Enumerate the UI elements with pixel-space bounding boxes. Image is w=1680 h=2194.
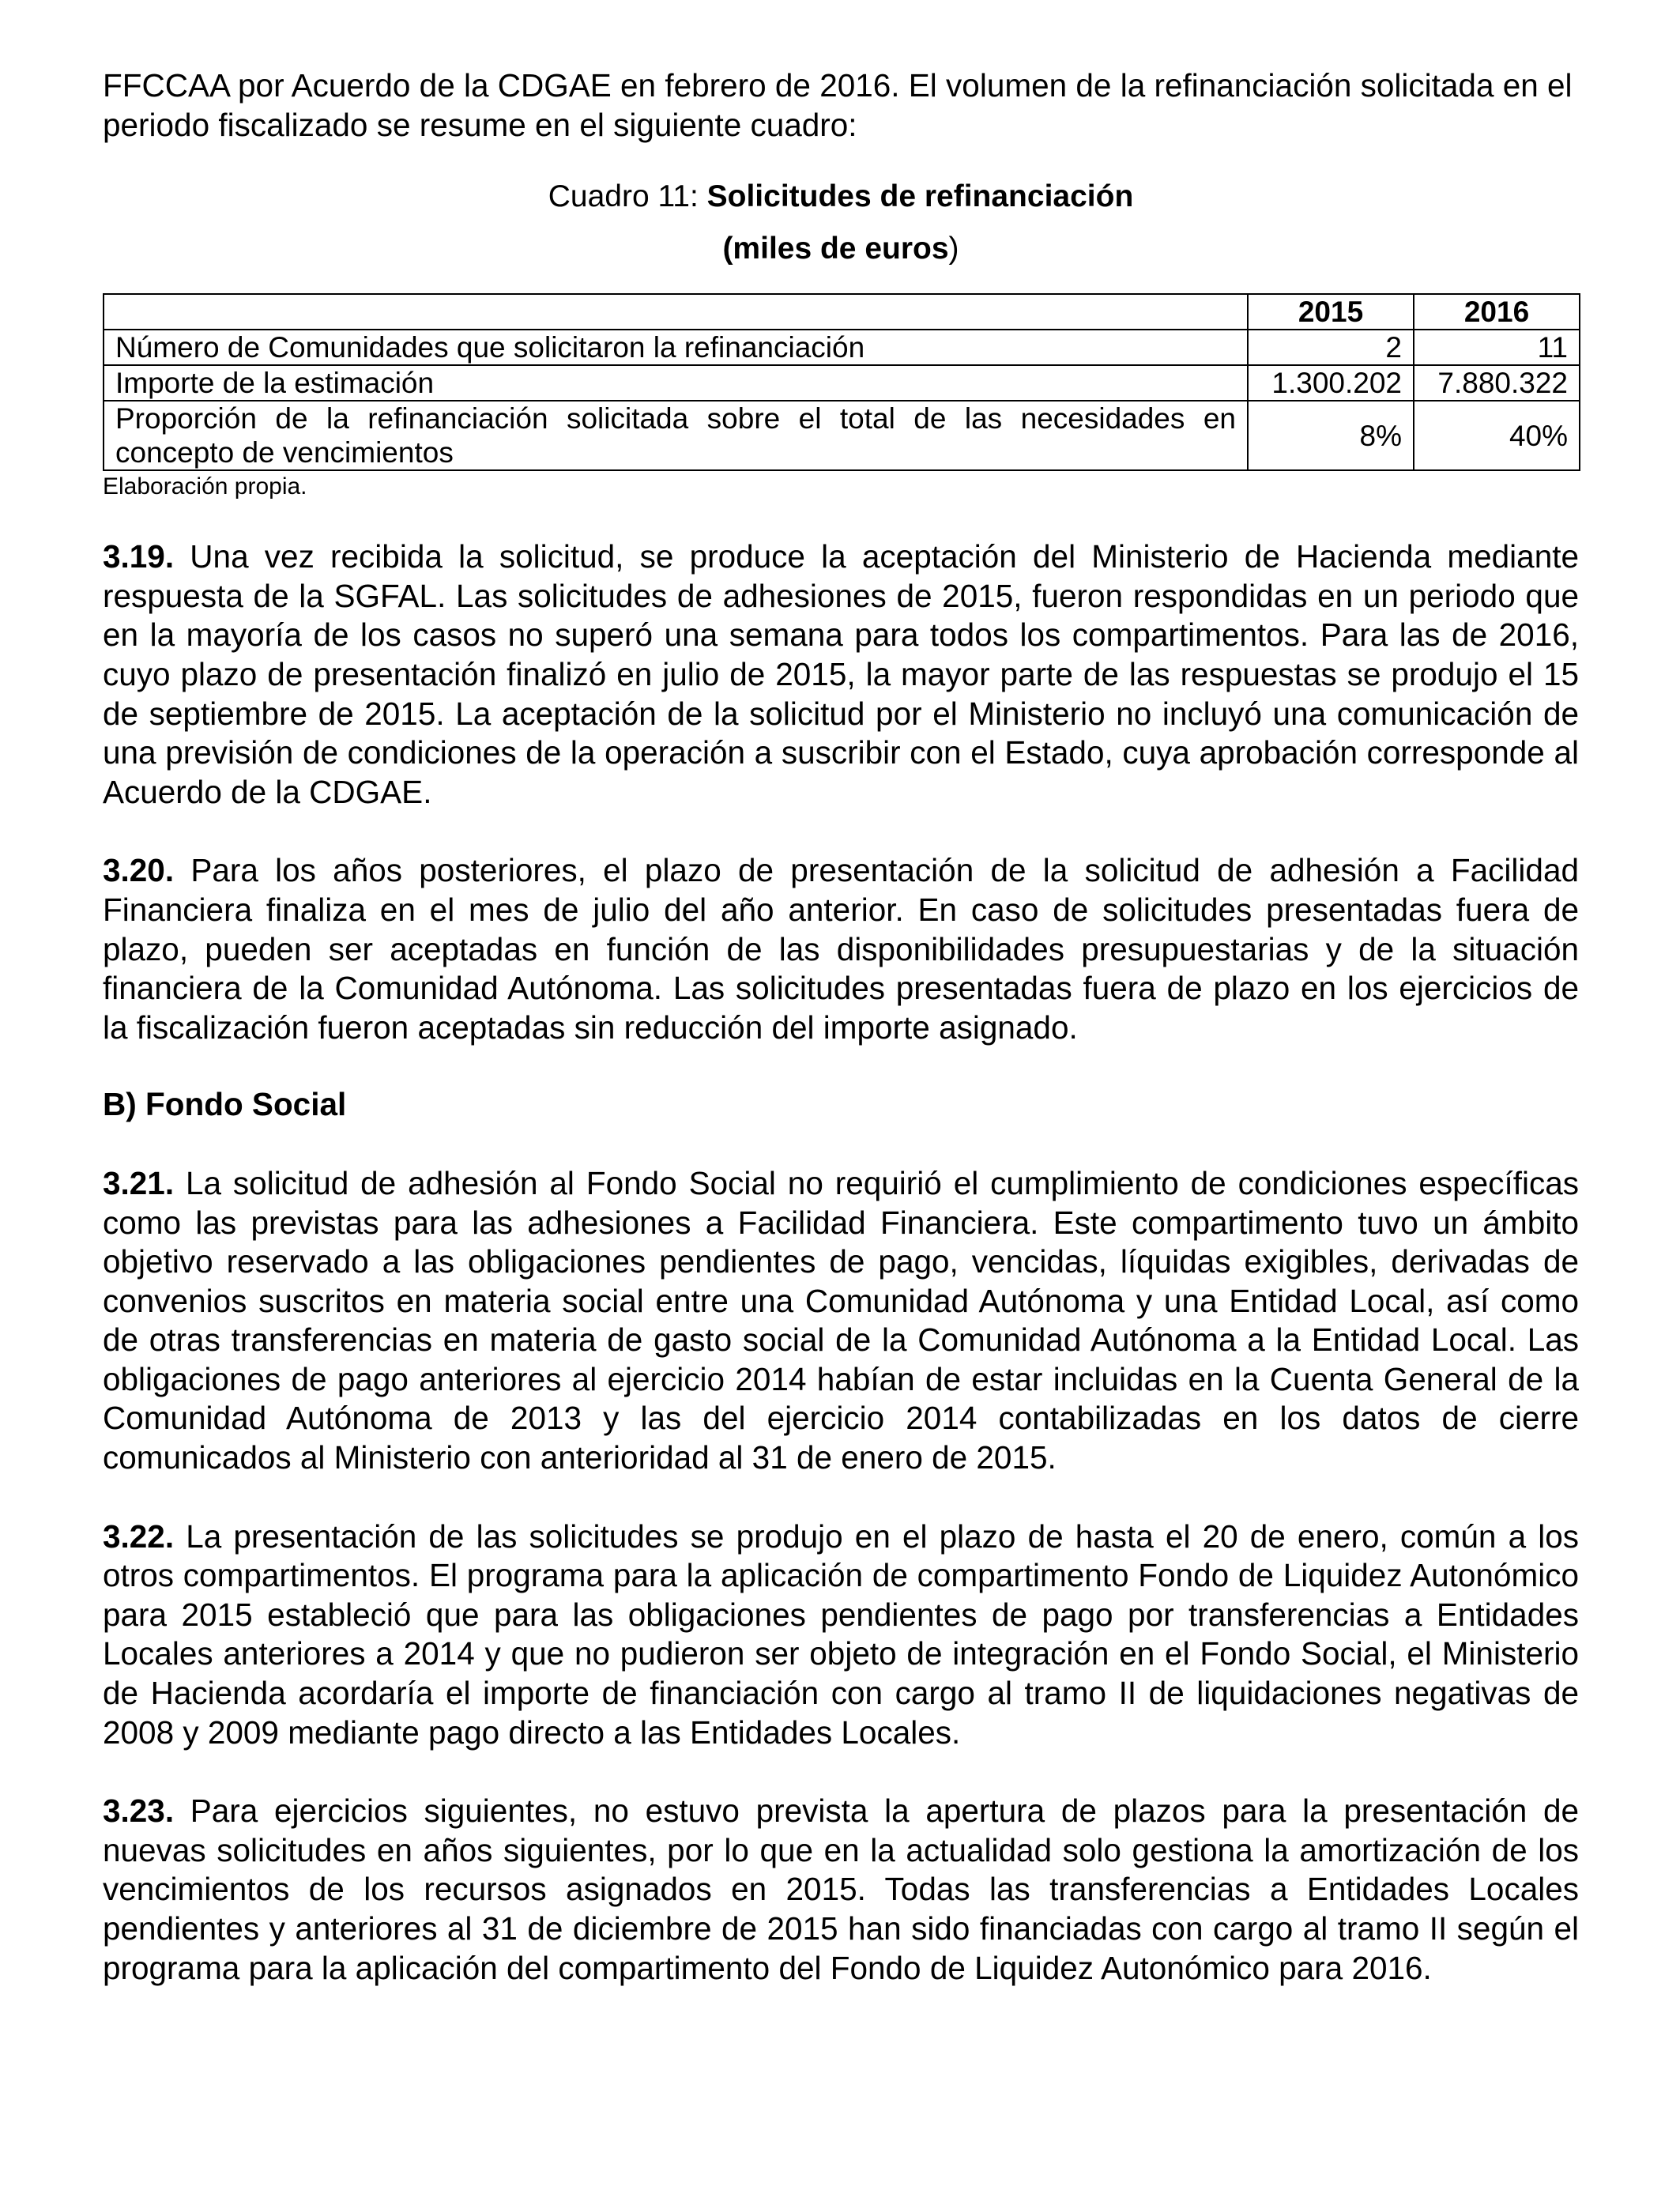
table-header-2016: 2016 [1414,294,1580,330]
table-caption [103,178,1579,216]
intro-paragraph: FFCCAA por Acuerdo de la CDGAE en febrero de 2016. El volumen de la refinanciación solicitada en el periodo fiscalizado se resume en el siguiente cuadro: [103,67,1573,143]
section-heading: B) Fondo Social [103,1086,347,1123]
paragraph-number: 3.23. [103,1793,175,1830]
table-caption-prefix: Cuadro 11: [548,179,707,214]
paragraph-number: 3.22. [103,1517,175,1555]
table-units-close: ) [948,232,959,266]
row-label: Proporción de la refinanciación solicitada sobre el total de las necesidades en concepto de vencimientos [104,401,1248,470]
document-page [103,66,1579,1988]
table-source: Elaboración propia. [103,473,307,500]
paragraph-text: Una vez recibida la solicitud, se produce la aceptación del Ministerio de Hacienda mediante respuesta de la SGFAL. Las solicitudes de adhesiones de 2015, fueron respondidas en un periodo que en la mayoría de los casos no superó una semana para todos los compartimentos. Para las de 2016, cuyo plazo de presentación finalizó en julio de 2015, la mayor parte de las respuestas se produjo el 15 de septiembre de 2015. La aceptación de la solicitud por el Ministerio no incluyó una comunicación de una previsión de condiciones de la operación a suscribir con el Estado, cuya aprobación corresponde al Acuerdo de la CDGAE. [103,538,1579,810]
paragraph-text: Para los años posteriores, el plazo de presentación de la solicitud de adhesión a Facilidad Financiera finaliza en el mes de julio del año anterior. En caso de solicitudes presentadas fuera de plazo, pueden ser aceptadas en función de las disponibilidades presupuestarias y de la situación financiera de la Comunidad Autónoma. Las solicitudes presentadas fuera de plazo en los ejercicios de la fiscalización fueron aceptadas sin reducción del importe asignado. [103,852,1579,1046]
table-row [104,330,1580,365]
row-value-2016: 40% [1414,401,1580,470]
paragraph-3-20 [103,851,1579,1047]
table-row [104,365,1580,401]
row-label: Importe de la estimación [104,365,1248,401]
row-label: Número de Comunidades que solicitaron la refinanciación [104,330,1248,365]
table-row [104,401,1580,470]
table-header-2015: 2015 [1248,294,1414,330]
row-value-2015: 2 [1248,330,1414,365]
paragraph-3-22 [103,1517,1579,1753]
paragraph-number: 3.19. [103,538,175,575]
paragraph-text: La presentación de las solicitudes se produjo en el plazo de hasta el 20 de enero, común a los otros compartimentos. El programa para la aplicación de compartimento Fondo de Liquidez Autonómico para 2015 estableció que para las obligaciones pendientes de pago por transferencias a Entidades Locales anteriores a 2014 y que no pudieron ser objeto de integración en el Fondo Social, el Ministerio de Hacienda acordaría el importe de financiación con cargo al tramo II de liquidaciones negativas de 2008 y 2009 mediante pago directo a las Entidades Locales. [103,1517,1579,1751]
paragraph-number: 3.20. [103,852,175,889]
paragraph-3-21 [103,1164,1579,1478]
paragraph-text: Para ejercicios siguientes, no estuvo prevista la apertura de plazos para la presentación de nuevas solicitudes en años siguientes, por lo que en la actualidad solo gestiona la amortización de los vencimientos de los recursos asignados en 2015. Todas las transferencias a Entidades Locales pendientes y anteriores al 31 de diciembre de 2015 han sido financiadas con cargo al tramo II según el programa para la aplicación del compartimento del Fondo de Liquidez Autonómico para 2016. [103,1793,1579,1986]
paragraph-3-23 [103,1792,1579,1988]
paragraph-text: La solicitud de adhesión al Fondo Social no requirió el cumplimiento de condiciones específicas como las previstas para las adhesiones a Facilidad Financiera. Este compartimento tuvo un ámbito objetivo reservado a las obligaciones pendientes de pago, vencidas, líquidas exigibles, derivadas de convenios suscritos en materia social entre una Comunidad Autónoma y una Entidad Local, así como de otras transferencias en materia de gasto social de la Comunidad Autónoma a la Entidad Local. Las obligaciones de pago anteriores al ejercicio 2014 habían de estar incluidas en la Cuenta General de la Comunidad Autónoma de 2013 y las del ejercicio 2014 contabilizadas en los datos de cierre comunicados al Ministerio con anterioridad al 31 de enero de 2015. [103,1164,1579,1476]
paragraph-number: 3.21. [103,1164,175,1201]
table-caption-title: Solicitudes de refinanciación [706,179,1134,214]
table-units-label: (miles de euros [722,232,949,266]
refinancing-table [103,293,1580,471]
table-header-row [104,294,1580,330]
row-value-2016: 7.880.322 [1414,365,1580,401]
row-value-2016: 11 [1414,330,1580,365]
paragraph-3-19 [103,537,1579,812]
row-value-2015: 1.300.202 [1248,365,1414,401]
table-units [103,230,1579,268]
row-value-2015: 8% [1248,401,1414,470]
table-header-blank [104,294,1248,330]
